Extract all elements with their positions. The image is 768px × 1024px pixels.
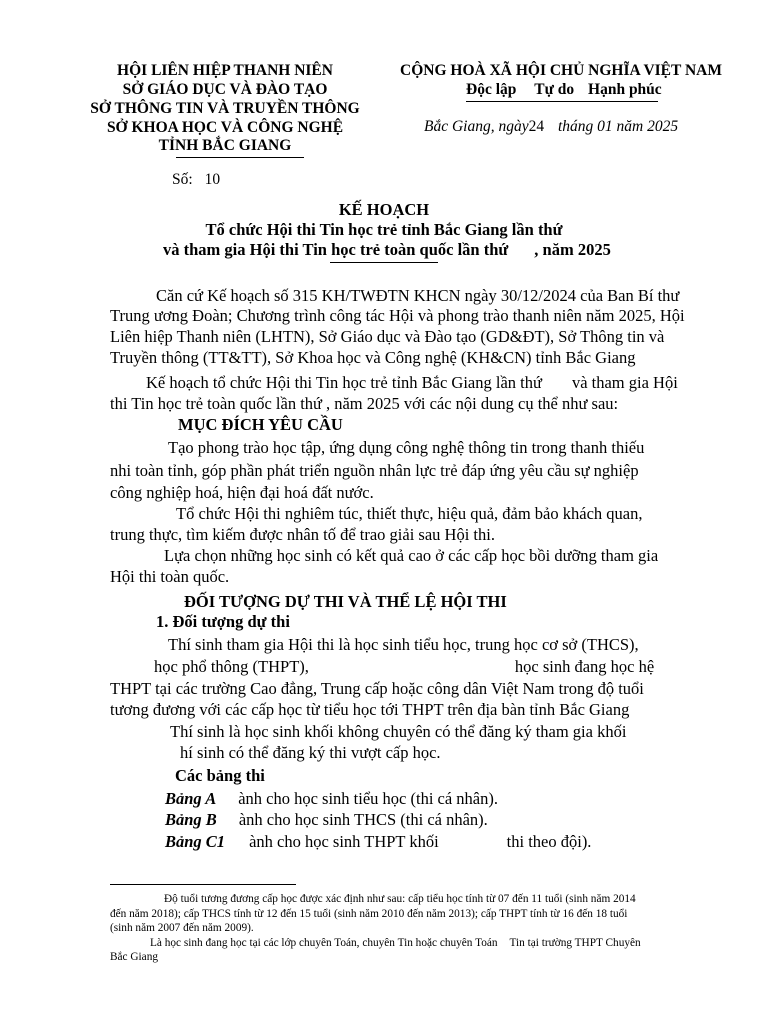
title-line-2-part: , năm 2025 (534, 240, 611, 259)
title-line-2 (163, 240, 611, 260)
section-heading-participants: ĐỐI TƯỢNG DỰ THI VÀ THỂ LỆ HỘI THI (184, 592, 507, 611)
table-item-b (165, 810, 488, 830)
motto-underline (466, 101, 658, 102)
table-desc: ành cho học sinh THCS (thi cá nhân). (238, 810, 488, 829)
subsection-participants: 1. Đối tượng dự thi (156, 612, 290, 631)
motto (466, 81, 662, 99)
text-fragment: Kế hoạch tổ chức Hội thi Tin học trẻ tỉnh Bắc Giang lần thứ (146, 373, 542, 392)
motto-word: Tự do (534, 81, 575, 98)
place-date-suffix: tháng 01 năm 2025 (557, 118, 679, 135)
text-line (146, 373, 678, 393)
agency-line: SỞ KHOA HỌC VÀ CÔNG NGHỆ (106, 119, 344, 136)
table-desc: thi theo đội). (506, 832, 592, 851)
text-fragment: học phổ thông (THPT), (154, 657, 309, 676)
text-line: THPT tại các trường Cao đẳng, Trung cấp hoặc công dân Việt Nam trong độ tuổi (110, 679, 644, 698)
text-line: Lựa chọn những học sinh có kết quả cao ở các cấp học bồi dưỡng tham gia (164, 546, 659, 565)
text-fragment: , năm 2025 với các nội dung cụ thể như sau: (325, 394, 619, 413)
table-desc: ành cho học sinh THPT khối (249, 832, 439, 851)
text-line: tương đương với các cấp học từ tiểu học tới THPT trên địa bàn tỉnh Bắc Giang (110, 700, 630, 719)
document-title: KẾ HOẠCH (338, 200, 430, 219)
section-heading-purpose: MỤC ĐÍCH YÊU CẦU (178, 415, 343, 434)
table-desc: ành cho học sinh tiểu học (thi cá nhân). (238, 789, 498, 808)
footnote-fragment: Tin tại trường THPT Chuyên (509, 937, 641, 949)
text-line: Tổ chức Hội thi nghiêm túc, thiết thực, hiệu quả, đảm bảo khách quan, (176, 504, 643, 523)
text-line: Truyền thông (TT&TT), Sở Khoa học và Công nghệ (KH&CN) tỉnh Bắc Giang (110, 348, 636, 367)
agency-line: HỘI LIÊN HIỆP THANH NIÊN (117, 62, 333, 79)
table-item-a (165, 789, 498, 809)
table-name: Bảng A (165, 789, 217, 808)
table-item-c1 (165, 832, 591, 852)
title-line-2-part: và tham gia Hội thi Tin học trẻ toàn quốc lần thứ (163, 240, 509, 259)
footnote-separator (110, 884, 296, 885)
text-line: Thí sinh là học sinh khối không chuyên có thể đăng ký tham gia khối (170, 722, 627, 741)
text-line: Căn cứ Kế hoạch số 315 KH/TWĐTN KHCN ngày 30/12/2024 của Ban Bí thư (156, 286, 680, 305)
national-title: CỘNG HOÀ XÃ HỘI CHỦ NGHĨA VIỆT NAM (400, 62, 722, 79)
text-line: Liên hiệp Thanh niên (LHTN), Sở Giáo dục và Đào tạo (GD&ĐT), Sở Thông tin và (110, 327, 665, 346)
footnote-fragment: Là học sinh đang học tại các lớp chuyên Toán, chuyên Tin hoặc chuyên Toán (150, 937, 498, 949)
agency-line: SỞ THÔNG TIN VÀ TRUYỀN THÔNG (90, 100, 360, 117)
text-line (154, 657, 654, 677)
agency-line: SỞ GIÁO DỤC VÀ ĐÀO TẠO (122, 81, 328, 98)
place-date (424, 118, 678, 136)
document-number (172, 171, 220, 189)
table-name: Bảng B (165, 810, 217, 829)
place-date-prefix: Bắc Giang, ngày (424, 118, 529, 135)
text-line: Hội thi toàn quốc. (110, 567, 230, 586)
text-fragment: học sinh đang học hệ (514, 657, 655, 676)
text-fragment: và tham gia Hội (571, 373, 678, 392)
text-fragment: thi Tin học trẻ toàn quốc lần thứ (110, 394, 322, 413)
footnote-line: (sinh năm 2007 đến năm 2009). (110, 922, 254, 934)
text-line: hí sinh có thể đăng ký thi vượt cấp học. (180, 743, 441, 762)
text-line (110, 394, 618, 414)
motto-word: Hạnh phúc (588, 81, 662, 98)
footnote-line: Bắc Giang (110, 951, 158, 963)
table-name: Bảng C1 (165, 832, 226, 851)
agency-underline (176, 157, 304, 158)
text-line: Trung ương Đoàn; Chương trình công tác Hội và phong trào thanh niên năm 2025, Hội (110, 306, 685, 325)
text-line: nhi toàn tỉnh, góp phần phát triển nguồn nhân lực trẻ đáp ứng yêu cầu sự nghiệp (110, 461, 639, 480)
motto-word: Độc lập (466, 81, 517, 98)
number-value: 10 (204, 171, 221, 188)
text-line: Tạo phong trào học tập, ứng dụng công nghệ thông tin trong thanh thiếu (168, 438, 645, 457)
competition-tables-heading: Các bảng thi (175, 766, 265, 785)
text-line: Thí sinh tham gia Hội thi là học sinh tiểu học, trung học cơ sở (THCS), (168, 635, 639, 654)
footnote-line (150, 937, 641, 949)
agency-line: TỈNH BẮC GIANG (158, 137, 292, 154)
text-line: công nghiệp hoá, hiện đại hoá đất nước. (110, 483, 374, 502)
footnote-line: đến năm 2018); cấp THCS tính từ 12 đến 15 tuổi (sinh năm 2010 đến năm 2013); cấp THPT tính từ 16 đến 18 tuổi (110, 908, 628, 920)
footnote-line: Độ tuổi tương đương cấp học được xác định như sau: cấp tiểu học tính từ 07 đến 11 tuổi (sinh năm 2014 (164, 893, 636, 905)
text-line: trung thực, tìm kiếm được nhân tố để trao giải sau Hội thi. (110, 525, 495, 544)
title-underline (330, 262, 438, 263)
title-line-1: Tổ chức Hội thi Tin học trẻ tỉnh Bắc Giang lần thứ (205, 220, 563, 239)
number-label: Số: (172, 171, 193, 188)
date-day: 24 (528, 118, 545, 135)
